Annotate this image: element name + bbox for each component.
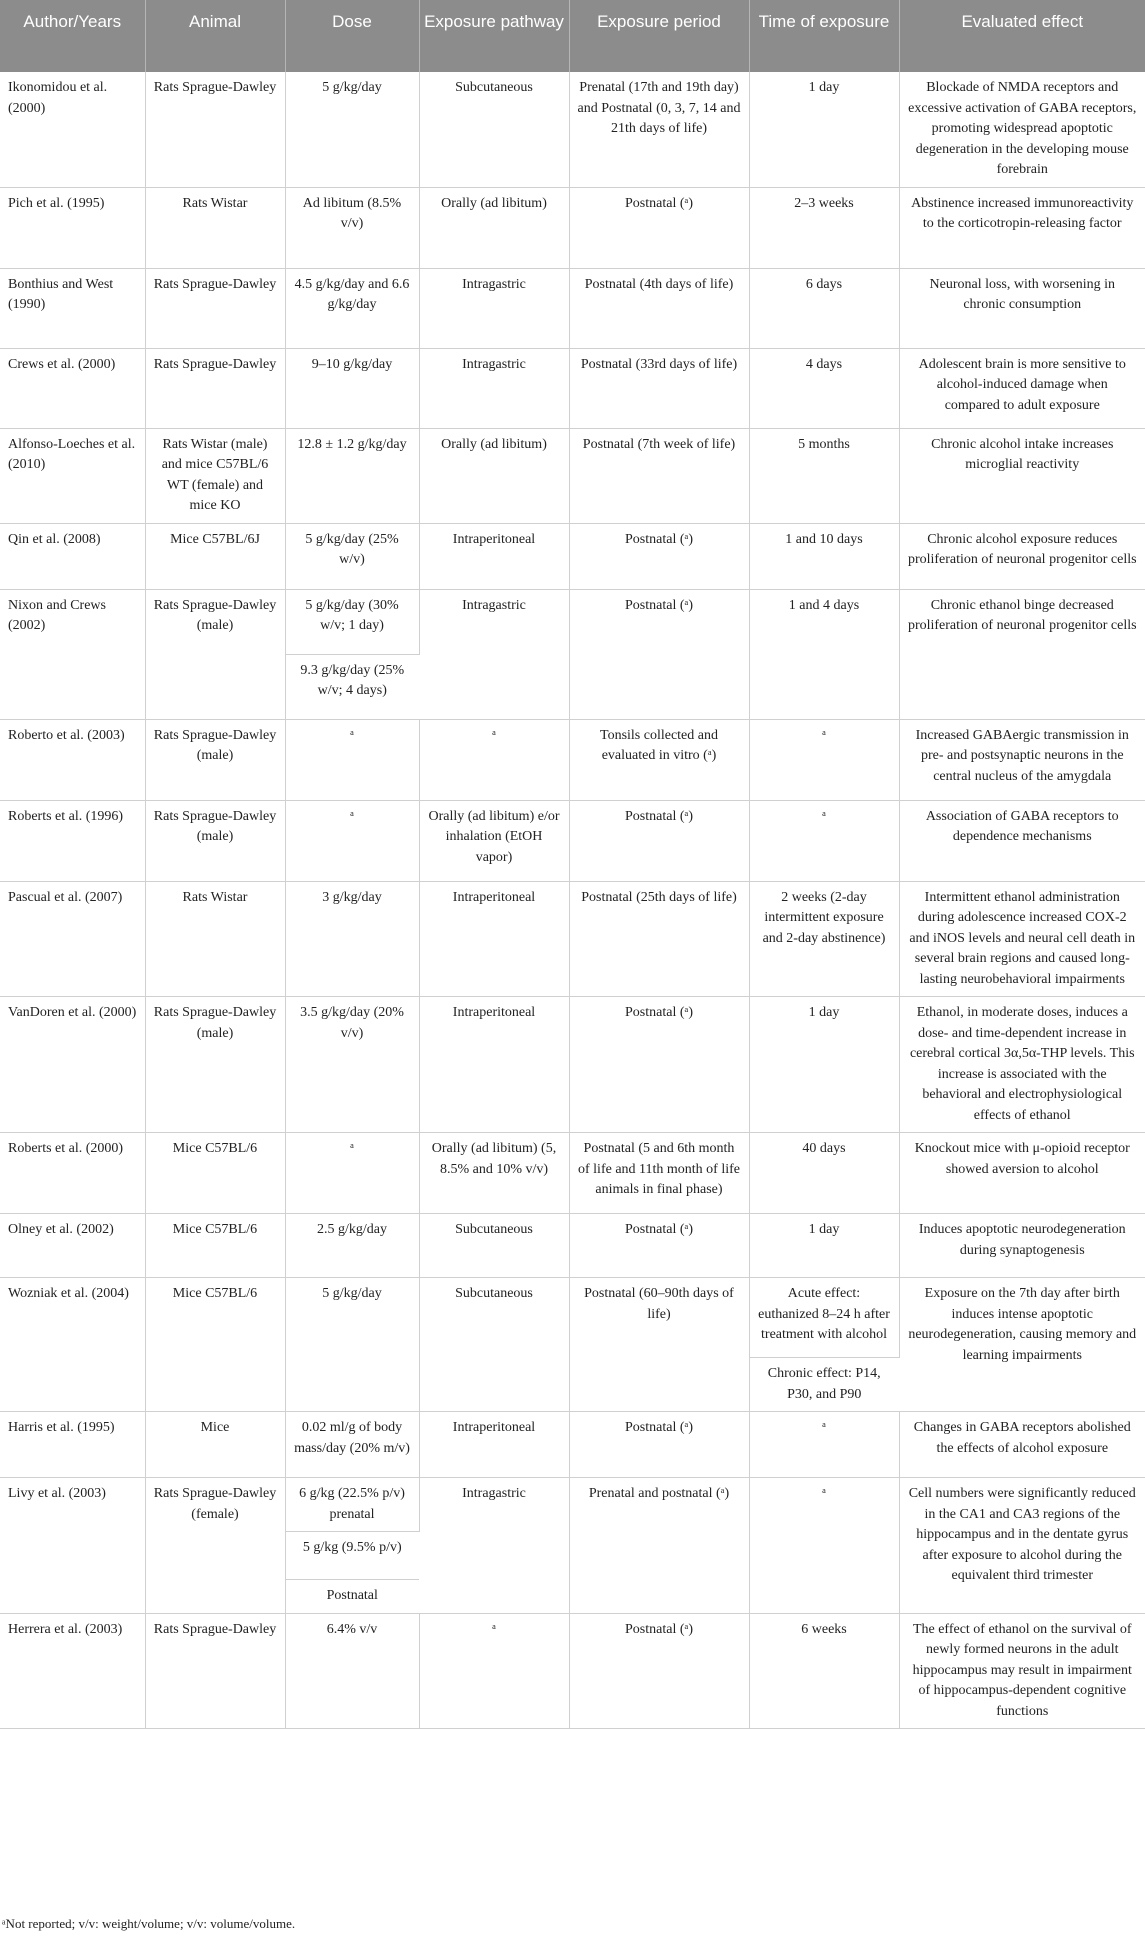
cell-exposure-period: Postnatal (ᵃ) (569, 187, 749, 268)
cell-evaluated-effect: Chronic alcohol intake increases microglial reactivity (899, 428, 1145, 523)
cell-author: Bonthius and West (1990) (0, 268, 145, 348)
cell-exposure-period: Postnatal (ᵃ) (569, 1613, 749, 1729)
cell-author: Roberts et al. (1996) (0, 800, 145, 881)
cell-author: Roberto et al. (2003) (0, 719, 145, 800)
table-row (0, 1278, 1145, 1358)
cell-animal: Rats Sprague-Dawley (male) (145, 589, 285, 719)
cell-dose: ᵃ (285, 1133, 419, 1214)
cell-evaluated-effect: Chronic alcohol exposure reduces proliferation of neuronal progenitor cells (899, 523, 1145, 589)
cell-exposure-period: Postnatal (33rd days of life) (569, 348, 749, 428)
cell-author: Alfonso-Loeches et al. (2010) (0, 428, 145, 523)
cell-time-of-exposure: 2 weeks (2-day intermittent exposure and 2-day abstinence) (749, 881, 899, 997)
cell-exposure-pathway: Subcutaneous (419, 72, 569, 187)
cell-author: Livy et al. (2003) (0, 1478, 145, 1614)
table-row (0, 72, 1145, 187)
cell-exposure-pathway: Orally (ad libitum) e/or inhalation (EtOH vapor) (419, 800, 569, 881)
table-row (0, 187, 1145, 268)
cell-dose: 0.02 ml/g of body mass/day (20% m/v) (285, 1412, 419, 1478)
cell-exposure-pathway: Subcutaneous (419, 1278, 569, 1412)
table-row (0, 1133, 1145, 1214)
cell-dose: 3 g/kg/day (285, 881, 419, 997)
header-evaluated-effect: Evaluated effect (899, 0, 1145, 72)
cell-time-of-exposure: 40 days (749, 1133, 899, 1214)
cell-dose: 6.4% v/v (285, 1613, 419, 1729)
cell-time-of-exposure: Chronic effect: P14, P30, and P90 (749, 1358, 899, 1412)
cell-time-of-exposure: 6 weeks (749, 1613, 899, 1729)
cell-exposure-period: Postnatal (7th week of life) (569, 428, 749, 523)
cell-dose: 6 g/kg (22.5% p/v) prenatal (285, 1478, 419, 1532)
cell-dose: 5 g/kg/day (25% w/v) (285, 523, 419, 589)
cell-exposure-period: Postnatal (ᵃ) (569, 1412, 749, 1478)
cell-time-of-exposure: 1 day (749, 1214, 899, 1278)
cell-exposure-period: Postnatal (5 and 6th month of life and 11th month of life animals in final phase) (569, 1133, 749, 1214)
cell-dose: Ad libitum (8.5% v/v) (285, 187, 419, 268)
header-author: Author/Years (0, 0, 145, 72)
cell-exposure-period: Postnatal (60–90th days of life) (569, 1278, 749, 1412)
cell-exposure-pathway: ᵃ (419, 719, 569, 800)
cell-exposure-period: Postnatal (ᵃ) (569, 997, 749, 1133)
cell-dose: 5 g/kg/day (285, 72, 419, 187)
table-footnote: ᵃNot reported; v/v: weight/volume; v/v: volume/volume. (2, 1916, 296, 1931)
header-exposure-pathway: Exposure pathway (419, 0, 569, 72)
cell-author: Pich et al. (1995) (0, 187, 145, 268)
cell-author: Olney et al. (2002) (0, 1214, 145, 1278)
table-row (0, 1412, 1145, 1478)
cell-dose: ᵃ (285, 719, 419, 800)
cell-exposure-pathway: ᵃ (419, 1613, 569, 1729)
cell-animal: Rats Sprague-Dawley (145, 72, 285, 187)
cell-exposure-pathway: Intragastric (419, 348, 569, 428)
cell-dose: 2.5 g/kg/day (285, 1214, 419, 1278)
cell-time-of-exposure: 1 day (749, 72, 899, 187)
cell-author: VanDoren et al. (2000) (0, 997, 145, 1133)
cell-exposure-pathway: Subcutaneous (419, 1214, 569, 1278)
cell-animal: Mice (145, 1412, 285, 1478)
cell-animal: Rats Sprague-Dawley (145, 1613, 285, 1729)
cell-evaluated-effect: Association of GABA receptors to dependence mechanisms (899, 800, 1145, 881)
cell-exposure-pathway: Intragastric (419, 1478, 569, 1614)
cell-time-of-exposure: Acute effect: euthanized 8–24 h after treatment with alcohol (749, 1278, 899, 1358)
cell-author: Wozniak et al. (2004) (0, 1278, 145, 1412)
table-row (0, 1478, 1145, 1532)
cell-time-of-exposure: ᵃ (749, 1478, 899, 1614)
header-time-of-exposure: Time of exposure (749, 0, 899, 72)
cell-exposure-period: Postnatal (ᵃ) (569, 800, 749, 881)
cell-evaluated-effect: Adolescent brain is more sensitive to alcohol-induced damage when compared to adult exposure (899, 348, 1145, 428)
cell-time-of-exposure: 1 and 4 days (749, 589, 899, 719)
cell-exposure-pathway: Intragastric (419, 268, 569, 348)
table-row (0, 881, 1145, 997)
cell-evaluated-effect: Neuronal loss, with worsening in chronic consumption (899, 268, 1145, 348)
cell-animal: Rats Sprague-Dawley (female) (145, 1478, 285, 1614)
header-exposure-period: Exposure period (569, 0, 749, 72)
cell-dose: Postnatal (285, 1580, 419, 1614)
cell-evaluated-effect: Increased GABAergic transmission in pre- and postsynaptic neurons in the central nucleus of the amygdala (899, 719, 1145, 800)
cell-evaluated-effect: The effect of ethanol on the survival of newly formed neurons in the adult hippocampus may result in impairment of hippocampus-dependent cognitive functions (899, 1613, 1145, 1729)
cell-animal: Rats Sprague-Dawley (male) (145, 800, 285, 881)
cell-exposure-pathway: Intragastric (419, 589, 569, 719)
cell-time-of-exposure: 1 and 10 days (749, 523, 899, 589)
table-row (0, 1613, 1145, 1729)
table-row (0, 719, 1145, 800)
header-dose: Dose (285, 0, 419, 72)
cell-dose: 9.3 g/kg/day (25% w/v; 4 days) (285, 654, 419, 719)
cell-time-of-exposure: ᵃ (749, 719, 899, 800)
table-row (0, 268, 1145, 348)
cell-exposure-period: Postnatal (ᵃ) (569, 589, 749, 719)
cell-dose: ᵃ (285, 800, 419, 881)
cell-exposure-period: Tonsils collected and evaluated in vitro (ᵃ) (569, 719, 749, 800)
cell-dose: 9–10 g/kg/day (285, 348, 419, 428)
cell-exposure-pathway: Intraperitoneal (419, 997, 569, 1133)
cell-time-of-exposure: 5 months (749, 428, 899, 523)
cell-animal: Mice C57BL/6 (145, 1133, 285, 1214)
table-row (0, 589, 1145, 654)
cell-animal: Rats Sprague-Dawley (male) (145, 997, 285, 1133)
cell-evaluated-effect: Intermittent ethanol administration during adolescence increased COX-2 and iNOS levels and neural cell death in several brain regions and caused long-lasting neurobehavioral impairments (899, 881, 1145, 997)
cell-time-of-exposure: 6 days (749, 268, 899, 348)
cell-author: Herrera et al. (2003) (0, 1613, 145, 1729)
cell-animal: Rats Sprague-Dawley (145, 348, 285, 428)
cell-evaluated-effect: Exposure on the 7th day after birth induces intense apoptotic neurodegeneration, causing memory and learning impairments (899, 1278, 1145, 1412)
cell-evaluated-effect: Induces apoptotic neurodegeneration during synaptogenesis (899, 1214, 1145, 1278)
cell-evaluated-effect: Abstinence increased immunoreactivity to the corticotropin-releasing factor (899, 187, 1145, 268)
cell-exposure-period: Prenatal and postnatal (ᵃ) (569, 1478, 749, 1614)
cell-dose: 5 g/kg (9.5% p/v) (285, 1532, 419, 1580)
cell-dose: 5 g/kg/day (30% w/v; 1 day) (285, 589, 419, 654)
cell-animal: Rats Wistar (145, 187, 285, 268)
cell-time-of-exposure: ᵃ (749, 1412, 899, 1478)
cell-animal: Rats Sprague-Dawley (male) (145, 719, 285, 800)
cell-dose: 3.5 g/kg/day (20% v/v) (285, 997, 419, 1133)
cell-dose: 5 g/kg/day (285, 1278, 419, 1412)
cell-animal: Rats Wistar (male) and mice C57BL/6 WT (female) and mice KO (145, 428, 285, 523)
cell-exposure-period: Postnatal (ᵃ) (569, 1214, 749, 1278)
cell-evaluated-effect: Blockade of NMDA receptors and excessive activation of GABA receptors, promoting widespread apoptotic degeneration in the developing mouse forebrain (899, 72, 1145, 187)
table-row (0, 997, 1145, 1133)
cell-time-of-exposure: 2–3 weeks (749, 187, 899, 268)
cell-dose: 4.5 g/kg/day and 6.6 g/kg/day (285, 268, 419, 348)
cell-author: Roberts et al. (2000) (0, 1133, 145, 1214)
cell-exposure-pathway: Intraperitoneal (419, 881, 569, 997)
cell-exposure-period: Postnatal (4th days of life) (569, 268, 749, 348)
cell-time-of-exposure: ᵃ (749, 800, 899, 881)
cell-evaluated-effect: Knockout mice with μ-opioid receptor showed aversion to alcohol (899, 1133, 1145, 1214)
cell-exposure-pathway: Intraperitoneal (419, 523, 569, 589)
table-row (0, 428, 1145, 523)
table-row (0, 800, 1145, 881)
cell-animal: Rats Wistar (145, 881, 285, 997)
cell-exposure-pathway: Orally (ad libitum) (419, 428, 569, 523)
cell-exposure-period: Postnatal (25th days of life) (569, 881, 749, 997)
cell-animal: Mice C57BL/6 (145, 1278, 285, 1412)
cell-exposure-pathway: Intraperitoneal (419, 1412, 569, 1478)
table-row (0, 348, 1145, 428)
cell-author: Nixon and Crews (2002) (0, 589, 145, 719)
cell-animal: Mice C57BL/6 (145, 1214, 285, 1278)
cell-evaluated-effect: Ethanol, in moderate doses, induces a dose- and time-dependent increase in cerebral cortical 3α,5α-THP levels. This increase is associated with the behavioral and electrophysiological effects of ethanol (899, 997, 1145, 1133)
cell-animal: Rats Sprague-Dawley (145, 268, 285, 348)
cell-exposure-period: Prenatal (17th and 19th day) and Postnatal (0, 3, 7, 14 and 21th days of life) (569, 72, 749, 187)
header-row (0, 0, 1145, 72)
cell-author: Harris et al. (1995) (0, 1412, 145, 1478)
cell-evaluated-effect: Chronic ethanol binge decreased proliferation of neuronal progenitor cells (899, 589, 1145, 719)
cell-evaluated-effect: Changes in GABA receptors abolished the effects of alcohol exposure (899, 1412, 1145, 1478)
table-row (0, 1214, 1145, 1278)
cell-author: Pascual et al. (2007) (0, 881, 145, 997)
cell-time-of-exposure: 4 days (749, 348, 899, 428)
cell-animal: Mice C57BL/6J (145, 523, 285, 589)
cell-author: Ikonomidou et al. (2000) (0, 72, 145, 187)
cell-dose: 12.8 ± 1.2 g/kg/day (285, 428, 419, 523)
cell-evaluated-effect: Cell numbers were significantly reduced in the CA1 and CA3 regions of the hippocampus and in the dentate gyrus after exposure to alcohol during the equivalent third trimester (899, 1478, 1145, 1614)
cell-exposure-period: Postnatal (ᵃ) (569, 523, 749, 589)
cell-author: Crews et al. (2000) (0, 348, 145, 428)
header-animal: Animal (145, 0, 285, 72)
cell-exposure-pathway: Orally (ad libitum) (419, 187, 569, 268)
cell-time-of-exposure: 1 day (749, 997, 899, 1133)
cell-author: Qin et al. (2008) (0, 523, 145, 589)
cell-exposure-pathway: Orally (ad libitum) (5, 8.5% and 10% v/v) (419, 1133, 569, 1214)
table-row (0, 523, 1145, 589)
